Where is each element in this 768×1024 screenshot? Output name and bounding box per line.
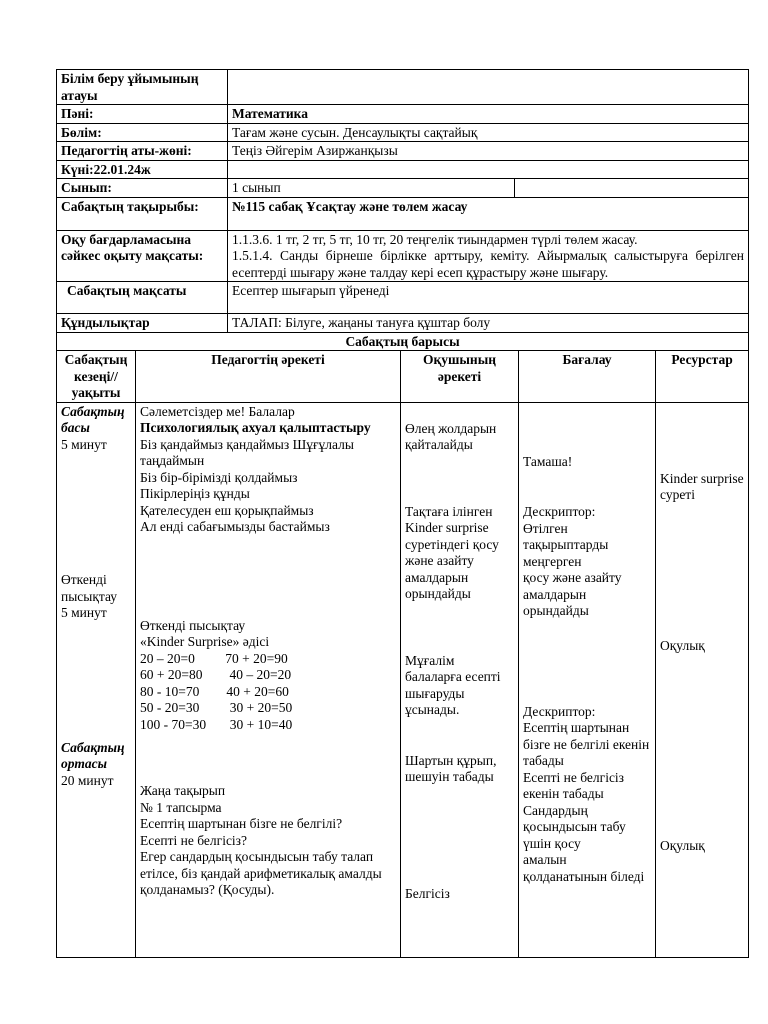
- info-row-topic: [57, 197, 749, 230]
- student-cell: [401, 402, 519, 957]
- teacher-value: Теңіз Әйгерім Азиржанқызы: [228, 142, 749, 161]
- info-row-goals: [57, 230, 749, 282]
- header-student: Оқушының әрекеті: [401, 351, 519, 403]
- goal-2: 1.5.1.4. Санды бірнеше бірлікке арттыру, кеміту. Айырмалық салыстыруға берілген есептерді шығару және талдау кері есеп құрастыру және шығару.: [232, 248, 744, 280]
- teacher-cell: [136, 402, 401, 957]
- lesson-goal-value: Есептер шығарып үйренеді: [228, 282, 749, 314]
- content-row: [57, 402, 749, 957]
- subject-label: Пәні:: [57, 105, 228, 124]
- student-action: Тақтаға ілінген Kinder surprise суретіндегі қосу және азайту амалдарын орындайды: [405, 503, 499, 601]
- descriptor-title: Дескриптор:: [523, 703, 596, 719]
- student-action: Белгісіз: [405, 885, 450, 901]
- student-action: Шартын құрып, шешуін табады: [405, 752, 497, 784]
- progress-title: Сабақтың барысы: [57, 332, 749, 351]
- teacher-label: Педагогтің аты-жөні:: [57, 142, 228, 161]
- psych-line: Біз қандаймыз қандаймыз Шұғұлалы таңдаймын: [140, 436, 354, 468]
- psych-line: Біз бір-бірімізді қолдаймыз: [140, 469, 298, 485]
- values-value: ТАЛАП: Білуге, жаңаны тануға құштар болу: [228, 314, 749, 333]
- org-value: [228, 70, 749, 105]
- stage-middle-title: Сабақтың ортасы: [61, 739, 125, 771]
- descriptor-text: Есептің шартынан бізге не белгілі екенін табады Есепті не белгісіз екенін табады Сандардың қосындысын табу үшін қосу амалын қолданатынын біледі: [523, 720, 650, 884]
- stage-review-title: Өткенді пысықтау: [61, 572, 118, 604]
- info-row-date: [57, 160, 749, 179]
- question: Есепті не белгісіз?: [140, 832, 248, 848]
- header-assessment: Бағалау: [519, 351, 656, 403]
- review-method: «Kinder Surprise» әдісі: [140, 634, 270, 649]
- equation-row: 60 + 20=80 40 – 20=20: [140, 667, 292, 682]
- equation-row: 80 - 10=70 40 + 20=60: [140, 683, 289, 699]
- stage-start-time: 5 минут: [61, 436, 107, 452]
- question: Есептің шартынан бізге не белгілі?: [140, 816, 343, 831]
- psych-line: Ал енді сабағымызды бастаймыз: [140, 519, 330, 534]
- stage-start-title: Сабақтың басы: [61, 403, 125, 435]
- topic-value: №115 сабақ Ұсақтау және төлем жасау: [228, 197, 749, 230]
- header-resources: Ресурстар: [656, 351, 749, 403]
- greeting-text: Сәлеметсіздер ме! Балалар: [140, 403, 295, 419]
- review-title: Өткенді пысықтау: [140, 617, 246, 633]
- class-value: 1 сынып: [228, 179, 515, 198]
- student-action: Өлең жолдарын қайталайды: [405, 420, 497, 452]
- resource-item: Оқулық: [660, 637, 705, 653]
- resources-cell: [656, 402, 749, 957]
- class-label: Сынып:: [57, 179, 228, 198]
- org-label: Білім беру ұйымының атауы: [57, 70, 228, 105]
- descriptor-title: Дескриптор:: [523, 504, 596, 519]
- progress-title-row: [57, 332, 749, 351]
- subject-value: Математика: [228, 105, 749, 124]
- info-row-organization: [57, 70, 749, 105]
- progress-table: [56, 332, 749, 958]
- descriptor-text: Өтілген тақырыптарды меңгерген қосу және азайту амалдарын орындайды: [523, 520, 622, 618]
- info-table: [56, 69, 749, 333]
- psych-line: Қателесуден еш қорықпаймыз: [140, 502, 314, 518]
- assessment-cell: [519, 402, 656, 957]
- resource-item: Kinder surprise суреті: [660, 470, 744, 502]
- stage-review-time: 5 минут: [61, 605, 107, 620]
- topic-label: Сабақтың тақырыбы:: [57, 197, 228, 230]
- lesson-plan-page: [56, 69, 748, 958]
- date-label: Күні:22.01.24ж: [57, 160, 228, 179]
- date-value: [228, 160, 749, 179]
- info-row-values: [57, 314, 749, 333]
- info-row-section: [57, 123, 749, 142]
- info-row-lesson-goal: [57, 282, 749, 314]
- section-label: Бөлім:: [57, 123, 228, 142]
- task-number: № 1 тапсырма: [140, 799, 222, 815]
- equation-row: 100 - 70=30 30 + 10=40: [140, 716, 293, 732]
- header-row: [57, 351, 749, 403]
- resource-item: Оқулық: [660, 838, 705, 853]
- equation-row: 20 – 20=0 70 + 20=90: [140, 650, 288, 666]
- values-label: Құндылықтар: [57, 314, 228, 333]
- header-teacher: Педагогтің әрекеті: [136, 351, 401, 403]
- question: Егер сандардың қосындысын табу талап етілсе, біз қандай арифметикалық амалды қолданамыз? (Қосуды).: [140, 849, 382, 897]
- info-row-teacher: [57, 142, 749, 161]
- header-stage: Сабақтың кезеңі// уақыты: [57, 351, 136, 403]
- goal-1: 1.1.3.6. 1 тг, 2 тг, 5 тг, 10 тг, 20 теңгелік тиындармен түрлі төлем жасау.: [232, 231, 638, 247]
- goals-label: Оқу бағдарламасына сәйкес оқыту мақсаты:: [57, 230, 228, 282]
- info-row-class: [57, 179, 749, 198]
- info-row-subject: [57, 105, 749, 124]
- class-extra: [515, 179, 749, 198]
- student-action: Мұғалім балаларға есепті шығаруды ұсынады.: [405, 652, 501, 717]
- goals-value: [228, 230, 749, 282]
- psych-title: Психологиялық ахуал қалыптастыру: [140, 420, 371, 435]
- stage-cell: [57, 402, 136, 957]
- praise-text: Тамаша!: [523, 453, 573, 469]
- equation-row: 50 - 20=30 30 + 20=50: [140, 700, 293, 715]
- new-topic: Жаңа тақырып: [140, 783, 226, 798]
- section-value: Тағам және сусын. Денсаулықты сақтайық: [228, 123, 749, 142]
- psych-line: Пікірлеріңіз құнды: [140, 486, 250, 501]
- lesson-goal-label: Сабақтың мақсаты: [57, 282, 228, 314]
- stage-middle-time: 20 минут: [61, 772, 114, 788]
